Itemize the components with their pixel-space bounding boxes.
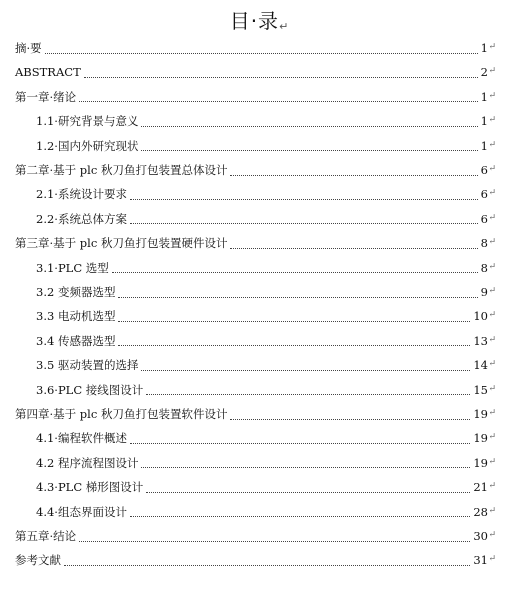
paragraph-mark-icon: ↵ [488, 139, 496, 150]
dot-leader [112, 272, 478, 273]
dot-leader [64, 565, 470, 566]
paragraph-mark-icon: ↵ [488, 554, 496, 565]
dot-leader [141, 467, 470, 468]
paragraph-mark-icon: ↵ [488, 383, 496, 394]
toc-entry-label: 3.1·PLC 选型 [36, 260, 109, 275]
paragraph-mark-icon: ↵ [488, 164, 496, 174]
toc-entry-label: 4.2 程序流程图设计 [36, 455, 139, 470]
toc-entry-label: 2.1·系统设计要求 [36, 187, 127, 202]
toc-entry[interactable] [36, 109, 488, 133]
toc-entry-page-number: 19 [473, 407, 488, 421]
toc-entry-label: 第一章·绪论 [15, 89, 77, 104]
toc-entry-label: 3.3 电动机选型 [36, 309, 116, 324]
toc-entry-label: 4.1·编程软件概述 [36, 431, 127, 446]
dot-leader [146, 394, 470, 395]
dot-leader [230, 248, 477, 249]
dot-leader [141, 126, 477, 127]
dot-leader [130, 516, 470, 517]
toc-entry[interactable] [15, 60, 488, 84]
toc-entry[interactable] [15, 36, 488, 60]
toc-entry-label: 摘·要 [15, 41, 42, 55]
toc-entry-page-number: 6 [480, 187, 488, 202]
toc-entry[interactable] [36, 182, 488, 206]
toc-entry[interactable] [36, 353, 488, 377]
dot-leader [79, 541, 470, 542]
toc-entry[interactable] [36, 134, 488, 158]
toc-entry-page-number: 1 [480, 89, 488, 104]
toc-entry[interactable] [15, 524, 488, 548]
toc-entry-label: 4.4·组态界面设计 [36, 504, 127, 519]
toc-entry-page-number: 28 [473, 504, 488, 519]
toc-entry-label: 4.3·PLC 梯形图设计 [36, 480, 144, 495]
toc-entry-label: 参考文献 [15, 553, 61, 568]
toc-entry[interactable] [36, 256, 488, 280]
toc-entry-label: 3.2 变频器选型 [36, 285, 116, 299]
toc-title-text: 目·录 [229, 9, 280, 33]
toc-entry-page-number: 1 [480, 114, 488, 129]
paragraph-mark-icon: ↵ [488, 310, 496, 321]
paragraph-mark-icon: ↵ [488, 90, 496, 101]
toc-entry[interactable] [36, 378, 488, 402]
toc-entry-label: 1.1·研究背景与意义 [36, 114, 139, 129]
paragraph-mark-icon: ↵ [488, 530, 496, 540]
dot-leader [230, 419, 470, 420]
dot-leader [118, 345, 470, 346]
toc-entry[interactable] [15, 85, 488, 109]
dot-leader [84, 77, 478, 78]
toc-entry[interactable] [36, 426, 488, 450]
toc-entry[interactable] [15, 402, 488, 426]
dot-leader [146, 492, 470, 493]
dot-leader [45, 53, 478, 54]
toc-entry-label: 第二章·基于 plc 秋刀鱼打包装置总体设计 [15, 163, 228, 177]
toc-entry-label: 3.6·PLC 接线图设计 [36, 382, 144, 397]
toc-entry-page-number: 13 [473, 333, 488, 348]
toc-entry[interactable] [36, 304, 488, 328]
toc-entry[interactable] [36, 329, 488, 353]
toc-entry-page-number: 2 [480, 65, 488, 80]
toc-entry-page-number: 21 [473, 480, 488, 495]
toc-entry-page-number: 1 [480, 41, 488, 55]
toc-entry-page-number: 6 [480, 211, 488, 226]
paragraph-mark-icon: ↵ [488, 432, 496, 443]
dot-leader [130, 223, 478, 224]
paragraph-mark-icon: ↵ [488, 505, 496, 516]
toc-entry-label: 3.4 传感器选型 [36, 333, 116, 348]
paragraph-mark-icon: ↵ [488, 481, 496, 492]
paragraph-mark-icon: ↵ [488, 334, 496, 345]
toc-entry[interactable] [36, 207, 488, 231]
toc-entry-label: 1.2·国内外研究现状 [36, 138, 139, 153]
toc-entry[interactable] [15, 158, 488, 182]
toc-entry[interactable] [15, 231, 488, 255]
dot-leader [118, 321, 470, 322]
dot-leader [230, 175, 477, 176]
paragraph-mark-icon: ↵ [488, 237, 496, 248]
toc-entry-page-number: 8 [480, 260, 488, 275]
toc-entry-page-number: 31 [473, 553, 488, 568]
paragraph-mark-icon: ↵ [488, 261, 496, 272]
dot-leader [79, 101, 478, 102]
toc-entry-label: ABSTRACT [15, 65, 81, 80]
toc-entry-label: 2.2·系统总体方案 [36, 211, 127, 226]
dot-leader [118, 297, 477, 298]
toc-entry-page-number: 10 [473, 309, 488, 324]
toc-entry-page-number: 6 [480, 163, 488, 177]
paragraph-mark-icon: ↵ [488, 42, 496, 52]
toc-entry-label: 第五章·结论 [15, 529, 77, 543]
toc-entry-page-number: 19 [473, 455, 488, 470]
dot-leader [130, 443, 470, 444]
toc-entry-label: 第三章·基于 plc 秋刀鱼打包装置硬件设计 [15, 236, 228, 251]
toc-entry-page-number: 1 [480, 138, 488, 153]
toc-entry-page-number: 14 [473, 358, 488, 373]
dot-leader [141, 150, 477, 151]
paragraph-mark-icon: ↵ [488, 286, 496, 296]
toc-entry[interactable] [36, 280, 488, 304]
paragraph-mark-icon: ↵ [488, 188, 496, 199]
toc-entry[interactable] [15, 548, 488, 572]
paragraph-mark-icon: ↵ [488, 212, 496, 223]
toc-entry[interactable] [36, 451, 488, 475]
paragraph-mark-icon: ↵ [488, 66, 496, 77]
toc-entry-page-number: 15 [473, 382, 488, 397]
toc-entry-label: 第四章·基于 plc 秋刀鱼打包装置软件设计 [15, 407, 228, 421]
dot-leader [130, 199, 478, 200]
paragraph-mark-icon: ↵ [488, 359, 496, 370]
paragraph-mark-icon: ↵ [279, 20, 290, 33]
toc-entry[interactable] [36, 500, 488, 524]
dot-leader [141, 370, 470, 371]
toc-entry[interactable] [36, 475, 488, 499]
toc-entry-label: 3.5 驱动装置的选择 [36, 358, 139, 373]
paragraph-mark-icon: ↵ [488, 408, 496, 418]
paragraph-mark-icon: ↵ [488, 115, 496, 126]
paragraph-mark-icon: ↵ [488, 456, 496, 467]
toc-entry-page-number: 19 [473, 431, 488, 446]
toc-entry-page-number: 8 [480, 236, 488, 251]
toc-entry-page-number: 30 [473, 529, 488, 543]
toc-entry-page-number: 9 [480, 285, 488, 299]
